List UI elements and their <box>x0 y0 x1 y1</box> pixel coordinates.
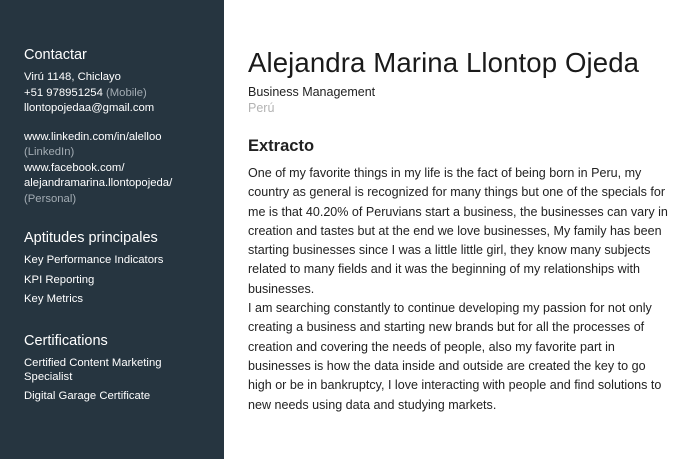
facebook-link[interactable]: www.facebook.com/ <box>24 161 125 174</box>
skills-heading: Aptitudes principales <box>24 230 158 246</box>
facebook-link-continued[interactable]: alejandramarina.llontopojeda/ <box>24 177 173 189</box>
sidebar <box>0 0 224 459</box>
skills-section <box>24 229 216 308</box>
certification-item: Certified Content Marketing Specialist <box>24 356 162 383</box>
profile-name: Alejandra Marina Llontop Ojeda <box>248 47 640 78</box>
skill-item: Key Performance Indicators <box>24 254 164 266</box>
certifications-heading: Certifications <box>24 332 108 349</box>
profile-location: Perú <box>248 101 275 115</box>
main-content <box>248 44 668 415</box>
contact-heading: Contactar <box>24 47 87 63</box>
certifications-section <box>24 332 216 403</box>
summary-paragraph: I am searching constantly to continue developing my passion for not only creating a business and starting new brands but for all the processes of creation and covering the needs of people, also my favorite part in businesses is how the data inside and outside are created the key to go high or be in bankruptcy, I love interacting with people and find solutions to new needs using data and studying markets. <box>248 301 662 412</box>
email-link[interactable]: llontopojedaa@gmail.com <box>24 102 155 114</box>
facebook-label: (Personal) <box>24 192 77 205</box>
address: Virú 1148, Chiclayo <box>24 71 121 83</box>
profile-headline: Business Management <box>248 85 376 99</box>
certification-item: Digital Garage Certificate <box>24 389 151 402</box>
skill-item: KPI Reporting <box>24 273 95 286</box>
linkedin-label: (LinkedIn) <box>24 146 75 158</box>
summary-heading: Extracto <box>248 137 315 155</box>
phone-type: (Mobile) <box>106 86 147 99</box>
phone-number: +51 978951254 <box>24 86 103 99</box>
summary-paragraph: One of my favorite things in my life is the fact of being born in Peru, my country as general is recognized for many things but one of the specials for me is that 40.20% of Peruvians start a business, the businesses can vary in creation and tastes but at the end we love businesses, My family has been starting businesses since I was a little little girl, they know many subjects related to many fields and it was the beginning of my relationships with businesses. <box>248 166 668 296</box>
skill-item: Key Metrics <box>24 293 84 305</box>
linkedin-link[interactable]: www.linkedin.com/in/alelloo <box>24 130 162 143</box>
phone-line <box>24 86 216 102</box>
contact-section <box>24 46 216 207</box>
